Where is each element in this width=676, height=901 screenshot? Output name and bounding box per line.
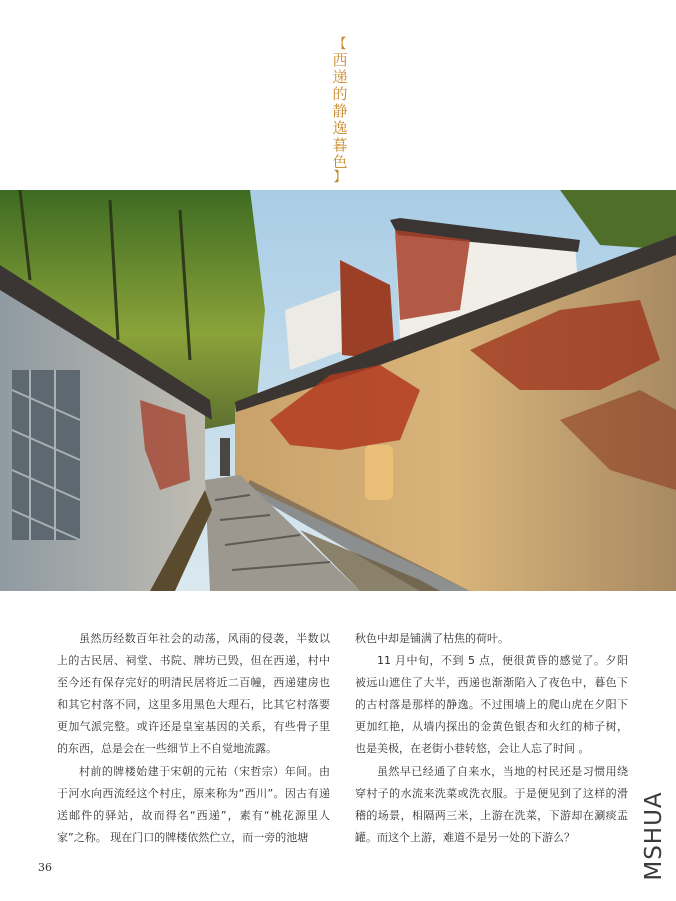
paragraph: 虽然历经数百年社会的动荡，风雨的侵袭，半数以上的古民居、祠堂、书院、牌坊已毁，但在西递，村中至今还有保存完好的明清民居将近二百幢，西递建房也和其它村落不同，这里多用黑色大理石，比其它村落要更加气派完整。或许还是皇室基因的关系，有些骨子里的东西，总是会在一些细节上不自觉地流露。 bbox=[57, 632, 330, 756]
title-char: 色 bbox=[332, 153, 348, 171]
title-char: 暮 bbox=[332, 136, 348, 154]
title-char: 的 bbox=[332, 85, 348, 103]
page-number: 36 bbox=[38, 861, 52, 874]
paragraph: 村前的牌楼始建于宋朝的元祐（宋哲宗）年间。由于河水向西流经这个村庄，原来称为“西川”。因古有递送邮件的驿站，故而得名“西递”，素有“桃花源里人家”之称。 现在门口的牌楼依然伫立，而一旁的池塘 bbox=[57, 764, 330, 844]
title-bracket-close: 】 bbox=[333, 170, 347, 185]
title-char: 静 bbox=[332, 102, 348, 120]
village-lane-photo bbox=[0, 190, 676, 591]
text-column-right bbox=[355, 628, 628, 849]
title-bracket-open: 【 bbox=[333, 37, 347, 52]
paragraph: 秋色中却是铺满了枯焦的荷叶。 bbox=[355, 632, 509, 645]
paragraph: 11 月中旬，不到 5 点，便很黄昏的感觉了。夕阳被远山遮住了大半，西递也渐渐陷入了夜色中，暮色下的古村落是那样的静逸。不过围墙上的爬山虎在夕阳下更加红艳，从墙内探出的金黄色银杏和火红的柿子树，也是美极，在老街小巷转悠，会让人忘了时间 。 bbox=[355, 654, 628, 756]
title-char: 递 bbox=[332, 68, 348, 86]
brand-logo bbox=[640, 784, 668, 888]
title-char: 逸 bbox=[332, 119, 348, 137]
article-title bbox=[330, 38, 350, 185]
text-column-left bbox=[57, 628, 330, 849]
paragraph: 虽然早已经通了自来水，当地的村民还是习惯用绕穿村子的水流来洗菜或洗衣服。于是便见到了这样的滑稽的场景，相隔两三米，上游在洗菜，下游却在涮痰盂罐。而这个上游，难道不是另一处的下游么？ bbox=[355, 764, 628, 844]
title-char: 西 bbox=[332, 51, 348, 69]
brand-text: MSHUA bbox=[641, 791, 667, 881]
